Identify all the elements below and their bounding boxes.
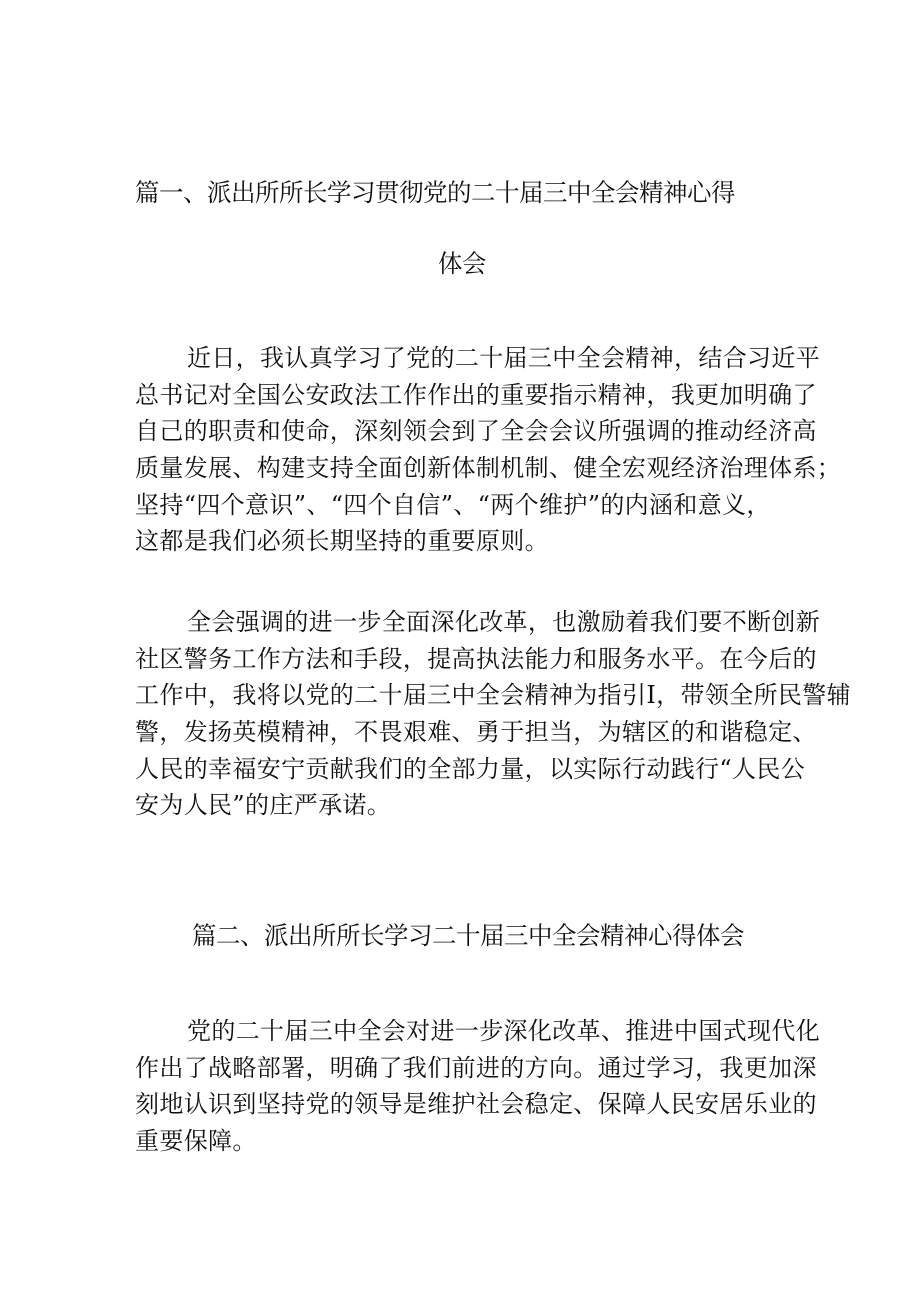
paragraph-line: 安为人民”的庄严承诺。 — [135, 791, 392, 820]
section1-paragraph2 — [135, 604, 851, 824]
paragraph-line: 近日，我认真学习了党的二十届三中全会精神，结合习近平 — [187, 344, 821, 372]
section1-heading-line2: 体会 — [438, 249, 486, 278]
paragraph-line: 刻地认识到坚持党的领导是维护社会稳定、保障人民安居乐业的 — [135, 1090, 817, 1119]
paragraph-line: 人民的幸福安宁贡献我们的全部力量，以实际行动践行“人民公 — [135, 754, 806, 783]
paragraph-line: 党的二十届三中全会对进一步深化改革、推进中国式现代化 — [187, 1017, 821, 1045]
paragraph-line: 社区警务工作方法和手段，提高执法能力和服务水平。在今后的 — [135, 644, 817, 673]
section2-heading: 篇二、派出所所长学习二十届三中全会精神心得体会 — [192, 921, 744, 950]
paragraph-line: 重要保障。 — [135, 1127, 257, 1156]
paragraph-line: 作出了战略部署，明确了我们前进的方向。通过学习，我更加深 — [135, 1053, 817, 1082]
paragraph-line: 这都是我们必须长期坚持的重要原则。 — [135, 527, 549, 556]
paragraph-line: 工作中，我将以党的二十届三中全会精神为指引I，带领全所民警辅 — [135, 681, 851, 710]
paragraph-line: 总书记对全国公安政法工作作出的重要指示精神，我更加明确了 — [135, 380, 817, 409]
paragraph-line: 全会强调的进一步全面深化改革，也激励着我们要不断创新 — [187, 608, 821, 636]
paragraph-line: 质量发展、构建支持全面创新体制机制、健全宏观经济治理体系； — [135, 454, 842, 483]
paragraph-line: 自己的职责和使命，深刻领会到了全会会议所强调的推动经济高 — [135, 417, 817, 446]
paragraph-line: 警，发扬英模精神，不畏艰难、勇于担当，为辖区的和谐稳定、 — [135, 718, 817, 747]
section1-paragraph1 — [135, 340, 842, 560]
section2-paragraph1 — [135, 1013, 821, 1160]
paragraph-line: 坚持“四个意识”、“四个自信”、“两个维护”的内涵和意义， — [135, 490, 771, 519]
section1-heading-line1: 篇一、派出所所长学习贯彻党的二十届三中全会精神心得 — [135, 178, 735, 207]
